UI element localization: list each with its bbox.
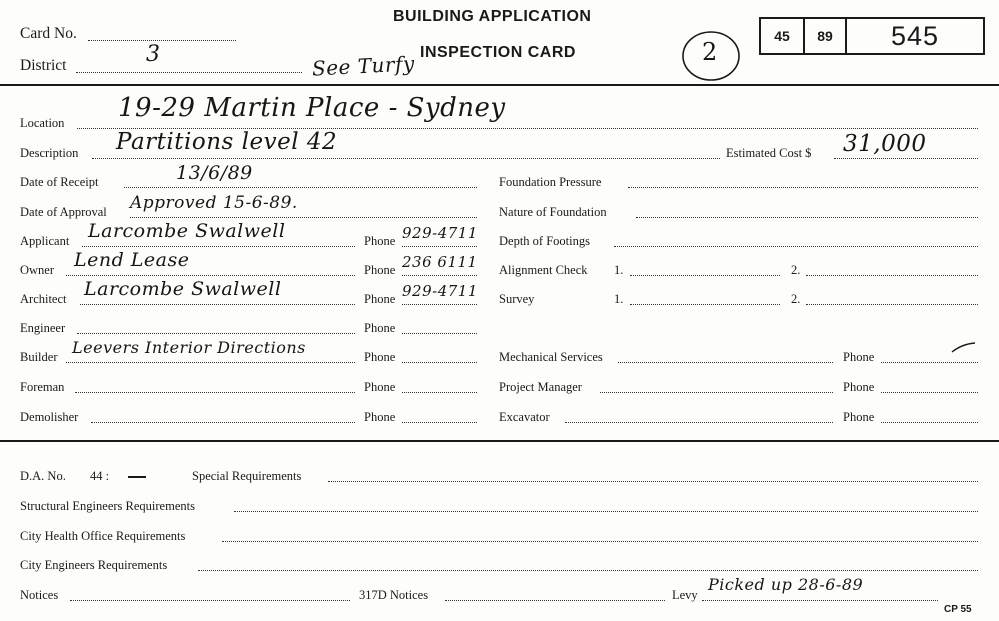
date-of-approval-value: Approved 15-6-89.: [130, 193, 298, 213]
foreman-field[interactable]: [75, 392, 355, 393]
da-no-dash: [128, 476, 146, 478]
foundation-pressure-field[interactable]: [628, 187, 978, 188]
excavator-label: Excavator: [499, 410, 550, 424]
owner-phone-label: Phone: [364, 263, 396, 277]
applicant-phone-field[interactable]: [402, 246, 477, 247]
builder-phone-label: Phone: [364, 350, 396, 364]
levy-value: Picked up 28-6-89: [708, 575, 864, 594]
district-value: 3: [146, 42, 161, 67]
owner-label: Owner: [20, 263, 55, 277]
depth-of-footings-field[interactable]: [614, 246, 978, 247]
depth-of-footings-label: Depth of Footings: [499, 234, 590, 248]
engineer-phone-field[interactable]: [402, 333, 477, 334]
excavator-field[interactable]: [565, 422, 833, 423]
form-title-line2: INSPECTION CARD: [420, 44, 576, 61]
nature-of-foundation-label: Nature of Foundation: [499, 205, 607, 219]
survey-2-label: 2.: [791, 292, 801, 306]
engineer-field[interactable]: [77, 333, 355, 334]
excavator-phone-field[interactable]: [881, 422, 978, 423]
district-label: District: [20, 57, 67, 74]
project-manager-phone-label: Phone: [843, 380, 875, 394]
form-code: CP 55: [944, 604, 972, 615]
description-field[interactable]: [92, 158, 720, 159]
divider-top: [0, 84, 999, 86]
alignment-check-label: Alignment Check: [499, 263, 588, 277]
location-label: Location: [20, 116, 65, 130]
architect-phone-label: Phone: [364, 292, 396, 306]
builder-phone-field[interactable]: [402, 362, 477, 363]
circled-number: 2: [702, 38, 718, 66]
demolisher-phone-field[interactable]: [402, 422, 477, 423]
architect-phone-value: 929-4711: [402, 282, 478, 300]
estimated-cost-label: Estimated Cost $: [726, 146, 812, 160]
applicant-value: Larcombe Swalwell: [88, 220, 286, 242]
alignment-check-2-label: 2.: [791, 263, 801, 277]
pen-mark: [950, 340, 978, 356]
demolisher-field[interactable]: [91, 422, 355, 423]
engineer-phone-label: Phone: [364, 321, 396, 335]
estimated-cost-field[interactable]: [834, 158, 978, 159]
excavator-phone-label: Phone: [843, 410, 875, 424]
description-value: Partitions level 42: [116, 129, 338, 155]
levy-field[interactable]: [702, 600, 938, 601]
applicant-phone-value: 929-4711: [402, 224, 478, 242]
notices-label: Notices: [20, 588, 59, 602]
architect-phone-field[interactable]: [402, 304, 477, 305]
builder-field[interactable]: [66, 362, 355, 363]
architect-label: Architect: [20, 292, 67, 306]
estimated-cost-value: 31,000: [843, 131, 927, 157]
card-number-box-small: [759, 17, 847, 55]
owner-value: Lend Lease: [74, 249, 190, 271]
see-note: See Turfy: [311, 51, 416, 81]
date-of-receipt-field[interactable]: [124, 187, 477, 188]
alignment-check-2-field[interactable]: [806, 275, 978, 276]
foreman-phone-label: Phone: [364, 380, 396, 394]
date-of-approval-label: Date of Approval: [20, 205, 107, 219]
form-title-line1: BUILDING APPLICATION: [393, 8, 592, 25]
city-engineers-label: City Engineers Requirements: [20, 558, 168, 572]
applicant-field[interactable]: [82, 246, 355, 247]
owner-field[interactable]: [66, 275, 355, 276]
notices-field[interactable]: [70, 600, 350, 601]
card-number-box-large: [845, 17, 985, 55]
owner-phone-field[interactable]: [402, 275, 477, 276]
demolisher-label: Demolisher: [20, 410, 79, 424]
applicant-label: Applicant: [20, 234, 70, 248]
alignment-check-1-field[interactable]: [630, 275, 780, 276]
levy-label: Levy: [672, 588, 698, 602]
alignment-check-1-label: 1.: [614, 263, 624, 277]
city-engineers-field[interactable]: [198, 570, 978, 571]
box-a-value: 45: [774, 28, 790, 44]
notices-317d-label: 317D Notices: [359, 588, 429, 602]
owner-phone-value: 236 6111: [402, 253, 478, 271]
mechanical-services-field[interactable]: [618, 362, 833, 363]
survey-label: Survey: [499, 292, 535, 306]
card-no-field[interactable]: [88, 40, 236, 41]
applicant-phone-label: Phone: [364, 234, 396, 248]
builder-value: Leevers Interior Directions: [72, 338, 306, 357]
card-no-label: Card No.: [20, 25, 77, 42]
structural-engineers-field[interactable]: [234, 511, 978, 512]
date-of-receipt-label: Date of Receipt: [20, 175, 99, 189]
foreman-phone-field[interactable]: [402, 392, 477, 393]
date-of-approval-field[interactable]: [130, 217, 477, 218]
box-number: 545: [890, 20, 940, 51]
notices-317d-field[interactable]: [445, 600, 665, 601]
da-no-label: D.A. No.: [20, 469, 66, 483]
location-value: 19-29 Martin Place - Sydney: [118, 93, 506, 123]
foundation-pressure-label: Foundation Pressure: [499, 175, 602, 189]
survey-1-label: 1.: [614, 292, 624, 306]
engineer-label: Engineer: [20, 321, 66, 335]
demolisher-phone-label: Phone: [364, 410, 396, 424]
city-health-label: City Health Office Requirements: [20, 529, 186, 543]
da-no-value: 44 :: [90, 469, 110, 483]
nature-of-foundation-field[interactable]: [636, 217, 978, 218]
survey-2-field[interactable]: [806, 304, 978, 305]
architect-value: Larcombe Swalwell: [84, 278, 282, 300]
mechanical-services-phone-label: Phone: [843, 350, 875, 364]
structural-engineers-label: Structural Engineers Requirements: [20, 499, 195, 513]
date-of-receipt-value: 13/6/89: [176, 162, 253, 184]
foreman-label: Foreman: [20, 380, 65, 394]
district-field[interactable]: [76, 72, 302, 73]
box-b-value: 89: [817, 28, 833, 44]
special-requirements-label: Special Requirements: [192, 469, 302, 483]
survey-1-field[interactable]: [630, 304, 780, 305]
description-label: Description: [20, 146, 79, 160]
mechanical-services-phone-field[interactable]: [881, 362, 978, 363]
special-requirements-field[interactable]: [328, 481, 978, 482]
project-manager-field[interactable]: [600, 392, 833, 393]
mechanical-services-label: Mechanical Services: [499, 350, 603, 364]
builder-label: Builder: [20, 350, 58, 364]
project-manager-phone-field[interactable]: [881, 392, 978, 393]
architect-field[interactable]: [80, 304, 355, 305]
city-health-field[interactable]: [222, 541, 978, 542]
divider-bottom: [0, 440, 999, 442]
project-manager-label: Project Manager: [499, 380, 582, 394]
